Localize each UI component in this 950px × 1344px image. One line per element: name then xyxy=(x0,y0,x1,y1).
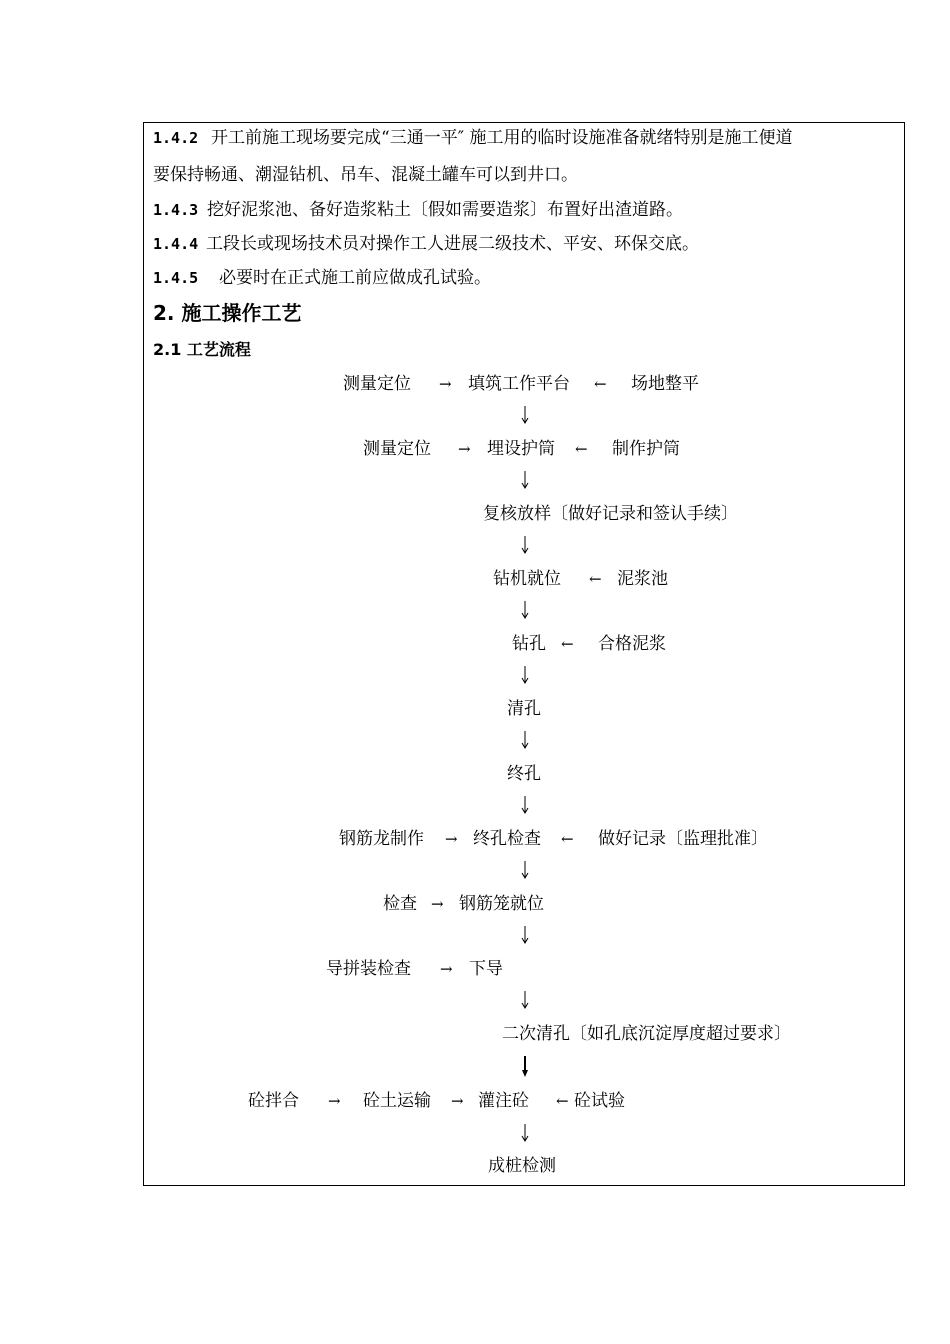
arrow-down-icon xyxy=(521,536,529,554)
arrow-down-icon xyxy=(521,1124,529,1142)
flow-survey-positioning-1: 测量定位 xyxy=(343,374,411,394)
arrow-left-icon: ← xyxy=(589,570,602,588)
arrow-down-icon xyxy=(521,796,529,814)
flow-concrete-testing: 砼试验 xyxy=(574,1091,625,1111)
arrow-right-icon: → xyxy=(458,440,471,458)
arrow-right-icon: → xyxy=(440,960,453,978)
flow-cage-placement: 钢筋笼就位 xyxy=(459,894,544,914)
para-1-4-5-text: 必要时在正式施工前应做成孔试验。 xyxy=(219,268,491,288)
arrow-left-icon: ← xyxy=(556,1092,569,1110)
flow-lower-tremie: 下导 xyxy=(469,959,503,979)
flow-final-hole: 终孔 xyxy=(507,764,541,784)
arrow-right-icon: → xyxy=(439,375,452,393)
para-1-4-3-text: 挖好泥浆池、备好造浆粘土〔假如需要造浆〕布置好出渣道路。 xyxy=(207,200,683,220)
flow-mud-pit: 泥浆池 xyxy=(617,569,668,589)
flow-bury-casing: 埋设护筒 xyxy=(487,439,555,459)
flow-inspection: 检查 xyxy=(383,894,417,914)
arrow-right-icon: → xyxy=(445,830,458,848)
arrow-right-icon: → xyxy=(451,1092,464,1110)
flow-record-approval: 做好记录〔监理批准〕 xyxy=(598,829,768,849)
flow-survey-positioning-2: 测量定位 xyxy=(363,439,431,459)
arrow-down-icon xyxy=(521,861,529,879)
flow-pour-concrete: 灌注砼 xyxy=(478,1091,529,1111)
para-1-4-4-number: 1.4.4 xyxy=(153,235,199,253)
flow-secondary-cleaning: 二次清孔〔如孔底沉淀厚度超过要求〕 xyxy=(502,1024,791,1044)
flow-hole-cleaning: 清孔 xyxy=(507,699,541,719)
para-1-4-2-line1: 开工前施工现场要完成“三通一平″ 施工用的临时设施准备就绪特别是施工便道 xyxy=(211,128,793,148)
flow-fill-platform: 填筑工作平台 xyxy=(468,374,570,394)
arrow-right-icon: → xyxy=(328,1092,341,1110)
flow-tremie-assembly-check: 导拼装检查 xyxy=(326,959,411,979)
arrow-down-icon xyxy=(521,666,529,684)
arrow-down-icon xyxy=(521,1056,529,1078)
arrow-down-icon xyxy=(521,471,529,489)
flow-concrete-mixing: 砼拌合 xyxy=(248,1091,299,1111)
para-1-4-4-text: 工段长或现场技术员对操作工人进展二级技术、平安、环保交底。 xyxy=(206,234,699,254)
section-2-heading: 2. 施工操作工艺 xyxy=(153,301,302,325)
arrow-down-icon xyxy=(521,991,529,1009)
flow-rig-positioning: 钻机就位 xyxy=(493,569,561,589)
flow-drilling: 钻孔 xyxy=(512,634,546,654)
arrow-left-icon: ← xyxy=(594,375,607,393)
flow-make-casing: 制作护筒 xyxy=(612,439,680,459)
flow-qualified-mud: 合格泥浆 xyxy=(598,634,666,654)
para-1-4-2-line2: 要保持畅通、潮湿钻机、吊车、混凝土罐车可以到井口。 xyxy=(153,165,578,185)
para-1-4-3-number: 1.4.3 xyxy=(153,201,199,219)
flow-pile-testing: 成桩检测 xyxy=(488,1156,556,1176)
section-2-1-heading: 2.1 工艺流程 xyxy=(153,340,251,359)
flow-cage-fabrication: 钢筋龙制作 xyxy=(339,829,424,849)
arrow-right-icon: → xyxy=(431,895,444,913)
flow-final-hole-check: 终孔检查 xyxy=(473,829,541,849)
para-1-4-5-number: 1.4.5 xyxy=(153,269,199,287)
arrow-down-icon xyxy=(521,406,529,424)
flow-concrete-transport: 砼土运输 xyxy=(363,1091,431,1111)
arrow-left-icon: ← xyxy=(561,830,574,848)
arrow-left-icon: ← xyxy=(561,635,574,653)
arrow-left-icon: ← xyxy=(575,440,588,458)
flow-recheck-layout: 复核放样〔做好记录和签认手续〕 xyxy=(483,504,738,524)
arrow-down-icon xyxy=(521,601,529,619)
arrow-down-icon xyxy=(521,731,529,749)
para-1-4-2-number: 1.4.2 xyxy=(153,129,199,147)
arrow-down-icon xyxy=(521,926,529,944)
flow-site-leveling: 场地整平 xyxy=(631,374,699,394)
